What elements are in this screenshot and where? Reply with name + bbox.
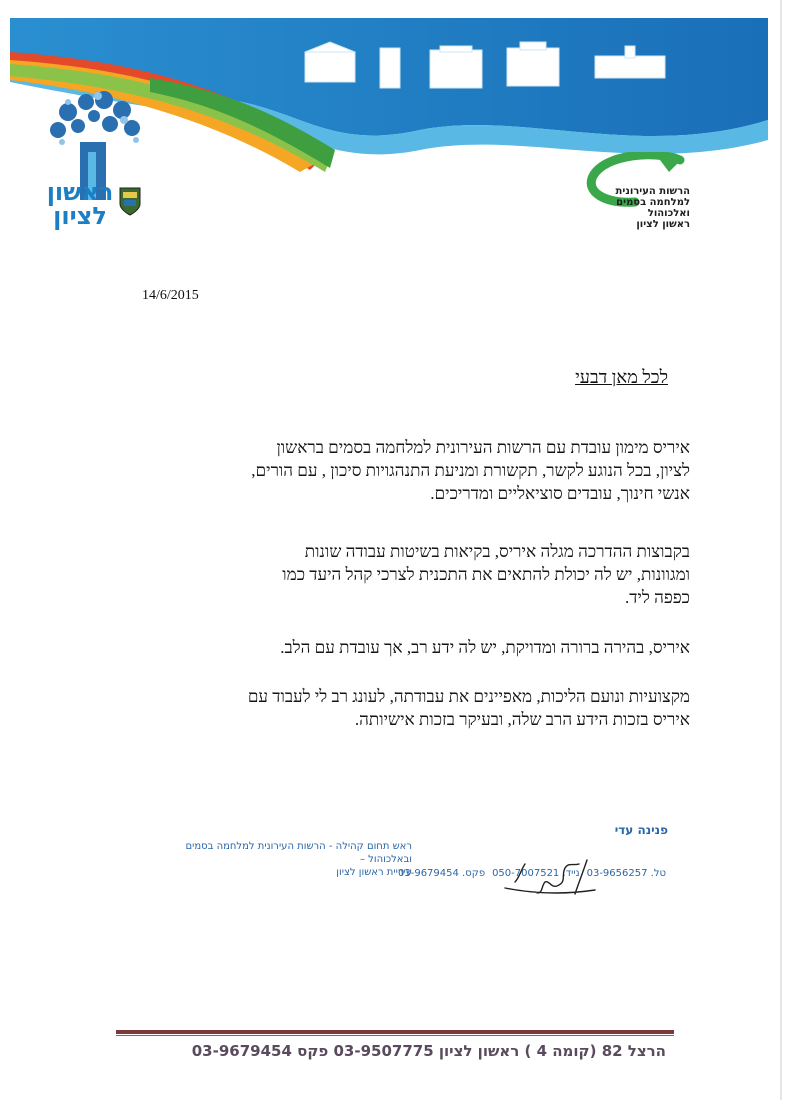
paragraph-line: אנשי חינוך, עובדים סוציאליים ומדריכים. — [430, 484, 690, 503]
paragraph-line: איריס מימון עובדת עם הרשות העירונית למלחמה בסמים בראשון — [276, 438, 690, 457]
paragraph-line: איריס, בהירה ברורה ומדויקת, יש לה ידע רב, אך עובדת עם הלב. — [280, 638, 690, 657]
authority-name — [596, 186, 690, 230]
city-name — [40, 180, 120, 228]
paragraph-line: כפפה ליד. — [625, 588, 690, 607]
letter-date: 14/6/2015 — [142, 288, 199, 303]
city-name-line-2: לציון — [53, 202, 107, 230]
authority-line-3: ואלכוהול — [647, 208, 690, 219]
signatory-title-line-2: עיריית ראשון לציון — [336, 867, 412, 878]
signatory-name: פנינה עדי — [614, 823, 668, 837]
authority-line-2: למלחמה בסמים — [616, 197, 690, 208]
handwritten-signature-icon — [495, 852, 605, 902]
letter-paragraph-1 — [130, 436, 690, 505]
letter-paragraph-4 — [130, 685, 690, 731]
paragraph-line: בקבוצות ההדרכה מגלה איריס, בקיאות בשיטות עבודה שונות — [304, 542, 690, 561]
salutation: לכל מאן דבעי — [575, 367, 668, 387]
authority-line-4: ראשון לציון — [636, 219, 690, 230]
authority-line-1: הרשות העירונית — [615, 186, 690, 197]
signatory-fax: פקס. 03-9679454 — [398, 868, 486, 879]
paragraph-line: לציון, בכל הנוגע לקשר, תקשורת ומניעת התנהגויות סיכון , עם הורים, — [251, 461, 690, 480]
paragraph-line: מקצועיות ונועם הליכות, מאפיינים את עבודתה, לעונג רב לי לעבוד עם — [247, 687, 690, 706]
letter-paragraph-3 — [130, 636, 690, 659]
signatory-title — [152, 840, 412, 879]
footer-address: הרצל 82 (קומה 4 ) ראשון לציון 03-9507775 פקס 03-9679454 — [191, 1042, 666, 1060]
city-crest-icon — [118, 186, 142, 216]
footer-divider-thin — [116, 1035, 674, 1036]
signatory-title-line-1: ראש תחום קהילה - הרשות העירונית למלחמה בסמים ובאלכוהול – — [185, 841, 412, 865]
letter-paragraph-2 — [130, 540, 690, 609]
signatory-phone: טל. 03-9656257 — [586, 868, 666, 879]
city-name-line-1: ראשון — [46, 178, 114, 206]
paragraph-line: איריס בזכות הידע הרב שלה, ובעיקר בזכות אישיותה. — [354, 710, 690, 729]
paragraph-line: ומגוונות, יש לה יכולת להתאים את התכנית לצרכי קהל היעד כמו — [282, 565, 690, 584]
signatory-mobile: נייד. 050-7007521 — [492, 868, 580, 879]
footer-divider — [116, 1030, 674, 1034]
